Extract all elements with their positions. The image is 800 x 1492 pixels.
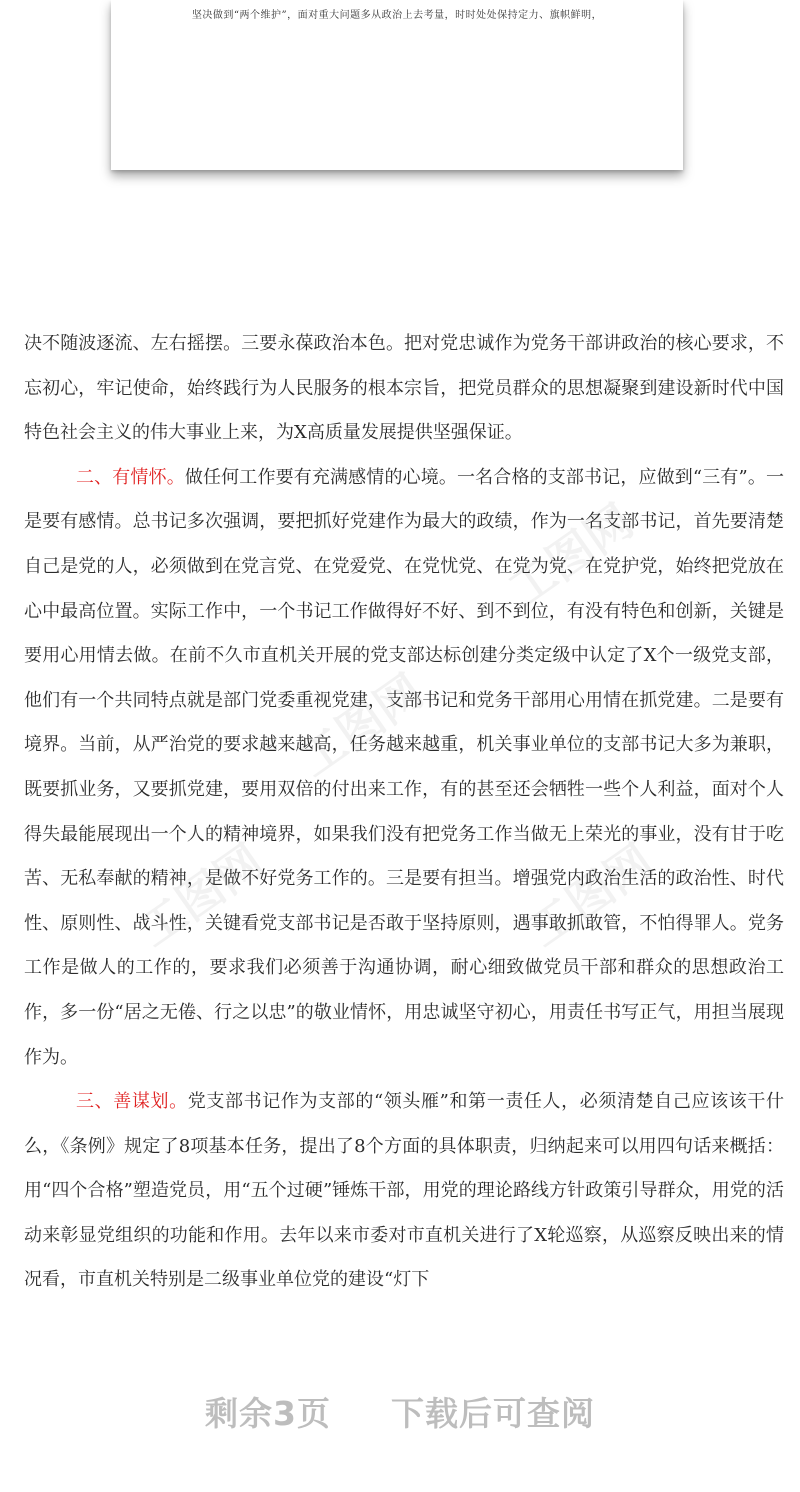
- paragraph: [24, 1080, 784, 1303]
- watermark: 工图网: [288, 663, 433, 788]
- download-hint-label: 下载后可查阅: [390, 1394, 595, 1433]
- preview-page-card: [111, 0, 683, 170]
- section-text: 党支部书记作为支部的“领头雁”和第一责任人，必须清楚自己应该该干什么，《条例》规定了8项基本任务，提出了8个方面的具体职责，归纳起来可以用四句话来概括：用“四个合格”塑造党员，用“五个过硬”锤炼干部，用党的理论路线方针政策引导群众，用党的活动来彰显党组织的功能和作用。去年以来市委对市直机关进行了X轮巡察，从巡察反映出来的情况看，市直机关特别是二级事业单位党的建设“灯下: [24, 1091, 785, 1291]
- watermark: 工图网: [128, 833, 273, 958]
- watermark: 工图网: [518, 833, 663, 958]
- paragraph: [24, 456, 784, 1080]
- section-heading: 三、善谋划。: [76, 1091, 188, 1113]
- download-prompt[interactable]: [0, 1388, 800, 1435]
- section-text: 做任何工作要有充满感情的心境。一名合格的支部书记，应做到“三有”。一是要有感情。总书记多次强调，要把抓好党建作为最大的政绩，作为一名支部书记，首先要清楚自己是党的人，必须做到在党言党、在党爱党、在党忧党、在党为党、在党护党，始终把党放在心中最高位置。实际工作中，一个书记工作做得好不好、到不到位，有没有特色和创新，关键是要用心用情去做。在前不久市直机关开展的党支部达标创建分类定级中认定了X个一级党支部，他们有一个共同特点就是部门党委重视党建，支部书记和党务干部用心用情在抓党建。二是要有境界。当前，从严治党的要求越来越高，任务越来越重，机关事业单位的支部书记大多为兼职，既要抓业务，又要抓党建，要用双倍的付出来工作，有的甚至还会牺牲一些个人利益，面对个人得失最能展现出一个人的精神境界，如果我们没有把党务工作当做无上荣光的事业，没有甘于吃苦、无私奉献的精神，是做不好党务工作的。三是要有担当。增强党内政治生活的政治性、时代性、原则性、战斗性，关键看党支部书记是否敢于坚持原则，遇事敢抓敢管，不怕得罪人。党务工作是做人的工作的，要求我们必须善于沟通协调，耐心细致做党员干部和群众的思想政治工作，多一份“居之无倦、行之以忠”的敬业情怀，用忠诚坚守初心，用责任书写正气，用担当展现作为。: [24, 466, 785, 1068]
- paragraph: 决不随波逐流、左右摇摆。三要永葆政治本色。把对党忠诚作为党务干部讲政治的核心要求，不忘初心，牢记使命，始终践行为人民服务的根本宗旨，把党员群众的思想凝聚到建设新时代中国特色社会主义的伟大事业上来，为X高质量发展提供坚强保证。: [24, 333, 784, 444]
- document-body: [24, 322, 784, 1303]
- preview-page-text: 坚决做到“两个维护”，面对重大问题多从政治上去考量，时时处处保持定力、旗帜鲜明，: [191, 10, 603, 21]
- watermark: 工图网: [498, 493, 643, 618]
- section-heading: 二、有情怀。: [76, 466, 185, 488]
- remaining-pages-label: 剩余3页: [205, 1394, 331, 1433]
